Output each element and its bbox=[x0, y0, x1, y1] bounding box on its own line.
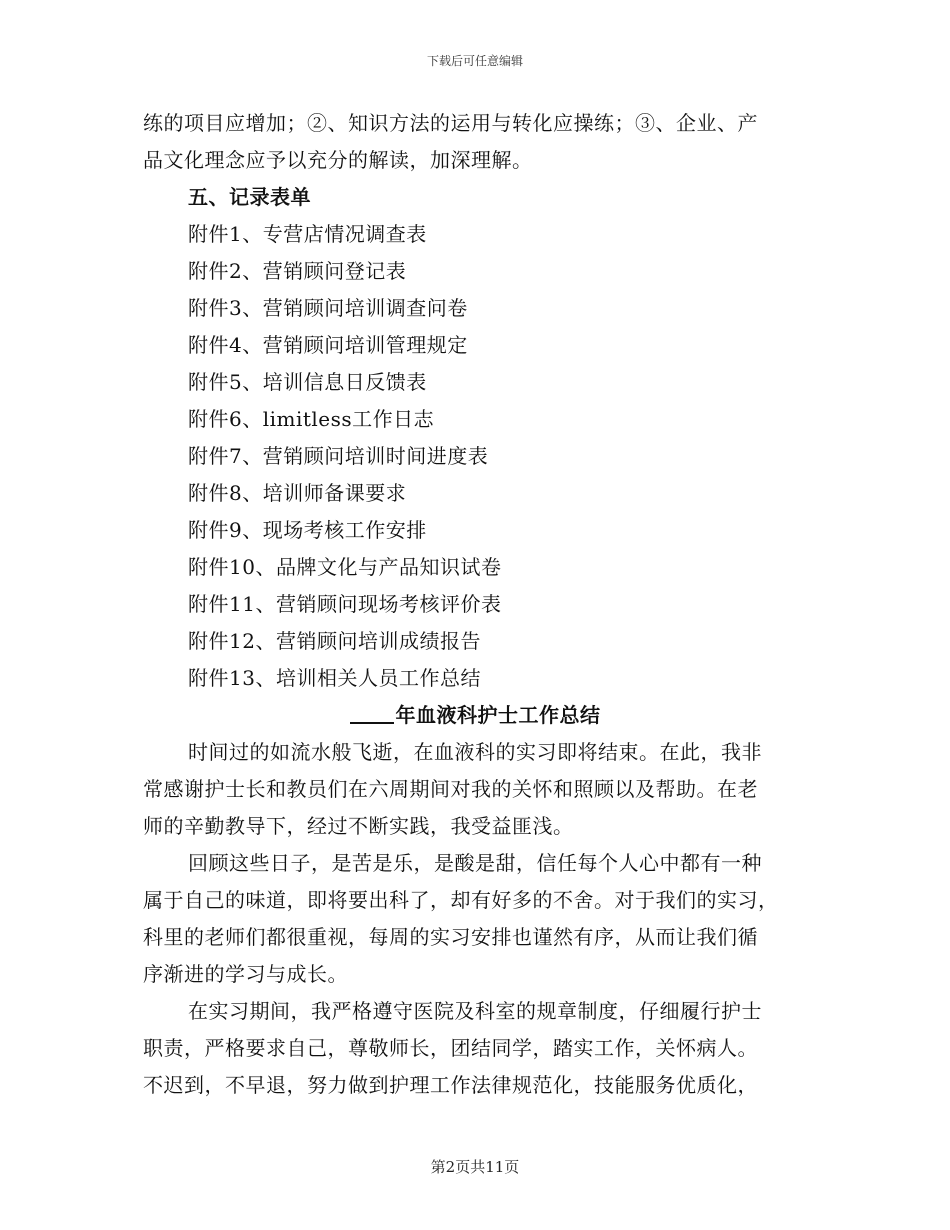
paragraph-line: 时间过的如流水般飞逝，在血液科的实习即将结束。在此，我非 bbox=[188, 740, 762, 764]
attachment-item: 附件3、营销顾问培训调查问卷 bbox=[188, 296, 468, 320]
attachment-item: 附件7、营销顾问培训时间进度表 bbox=[188, 444, 489, 468]
paragraph-line: 不迟到，不早退，努力做到护理工作法律规范化，技能服务优质化， bbox=[143, 1073, 758, 1097]
attachment-item: 附件13、培训相关人员工作总结 bbox=[188, 666, 481, 690]
continuation-line: 品文化理念应予以充分的解读，加深理解。 bbox=[143, 148, 533, 172]
paragraph-line: 序渐进的学习与成长。 bbox=[143, 962, 348, 986]
attachment-item: 附件1、专营店情况调查表 bbox=[188, 222, 427, 246]
attachment-item: 附件11、营销顾问现场考核评价表 bbox=[188, 592, 502, 616]
attachment-item: 附件5、培训信息日反馈表 bbox=[188, 370, 427, 394]
paragraph-line: 回顾这些日子，是苦是乐，是酸是甜，信任每个人心中都有一种 bbox=[188, 851, 762, 875]
paragraph-line: 职责，严格要求自己，尊敬师长，团结同学，踏实工作，关怀病人。 bbox=[143, 1036, 758, 1060]
document-body bbox=[143, 105, 807, 1104]
document-title-text: 年血液科护士工作总结 bbox=[395, 703, 601, 727]
paragraph-line: 属于自己的味道，即将要出科了，却有好多的不舍。对于我们的实习， bbox=[143, 888, 779, 912]
title-year-blank bbox=[350, 702, 394, 724]
attachment-item: 附件6、limitless工作日志 bbox=[188, 407, 435, 431]
attachment-item: 附件8、培训师备课要求 bbox=[188, 481, 407, 505]
document-title bbox=[143, 697, 807, 734]
attachment-item: 附件2、营销顾问登记表 bbox=[188, 259, 407, 283]
page-number: 第2页共11页 bbox=[430, 1158, 520, 1176]
attachment-item: 附件4、营销顾问培训管理规定 bbox=[188, 333, 468, 357]
attachment-item: 附件9、现场考核工作安排 bbox=[188, 518, 427, 542]
paragraph-line: 常感谢护士长和教员们在六周期间对我的关怀和照顾以及帮助。在老 bbox=[143, 777, 758, 801]
page-header-note: 下载后可任意编辑 bbox=[426, 54, 523, 68]
continuation-line: 练的项目应增加；②、知识方法的运用与转化应操练；③、企业、产 bbox=[143, 111, 758, 135]
paragraph-line: 科里的老师们都很重视，每周的实习安排也谨然有序，从而让我们循 bbox=[143, 925, 758, 949]
attachment-item: 附件10、品牌文化与产品知识试卷 bbox=[188, 555, 502, 579]
paragraph-line: 在实习期间，我严格遵守医院及科室的规章制度，仔细履行护士 bbox=[188, 999, 762, 1023]
section-heading: 五、记录表单 bbox=[188, 185, 311, 209]
paragraph-line: 师的辛勤教导下，经过不断实践，我受益匪浅。 bbox=[143, 814, 574, 838]
attachment-item: 附件12、营销顾问培训成绩报告 bbox=[188, 629, 481, 653]
